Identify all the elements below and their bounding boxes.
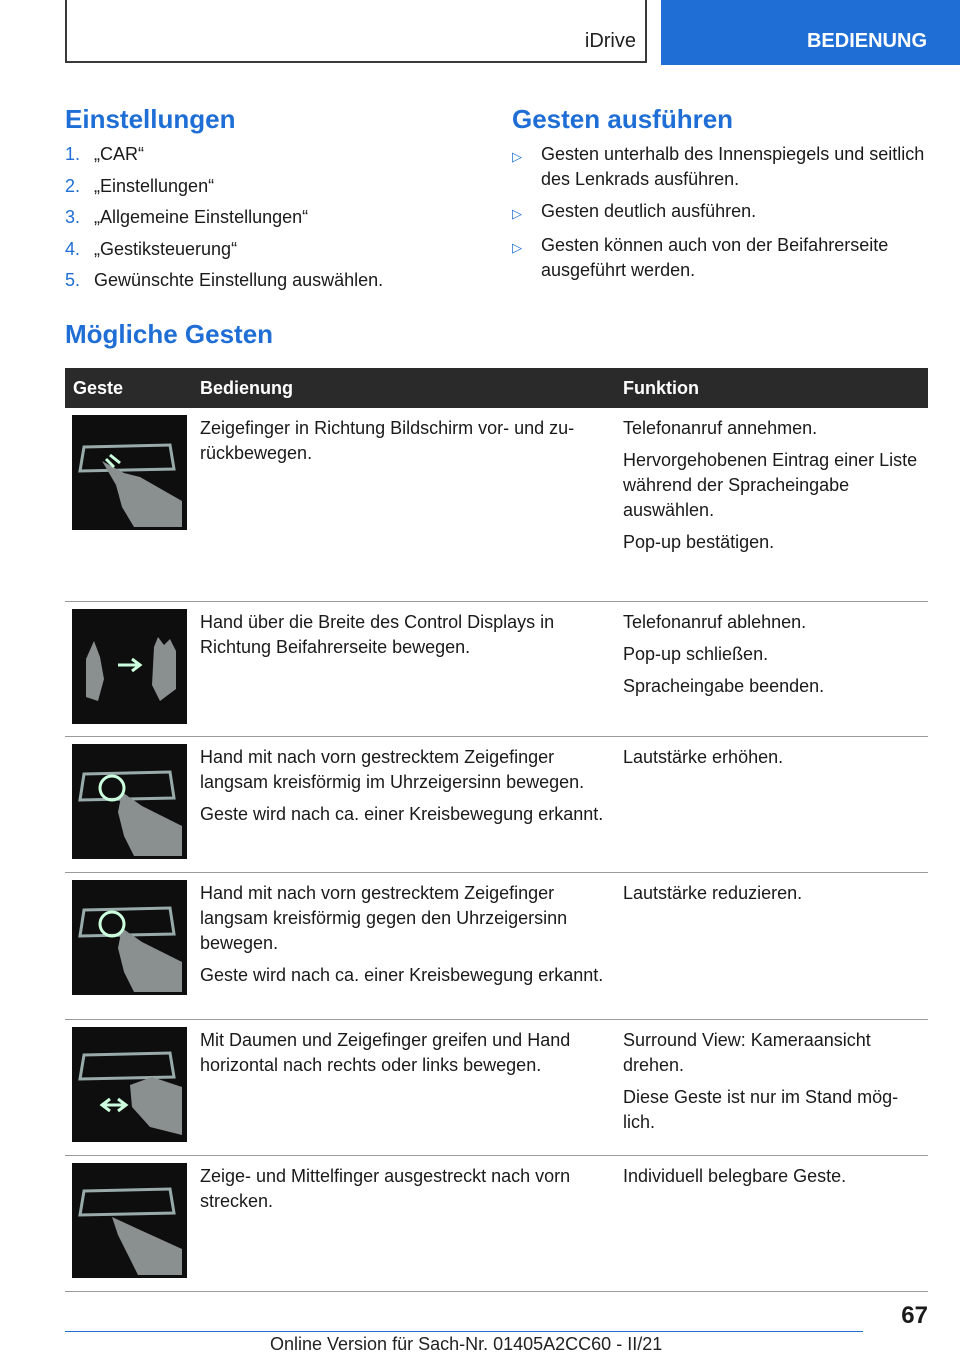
table-row	[65, 736, 928, 872]
funktion-text: Hervorgehobenen Eintrag einer Liste während der Spracheingabe auswählen.	[623, 450, 918, 520]
bedienung-text: Mit Daumen und Zeigefinger greifen und Hand horizontal nach rechts oder links bewegen.	[200, 1029, 571, 1075]
table-row	[65, 601, 928, 736]
column-header-geste: Geste	[65, 368, 192, 408]
table-row	[65, 408, 928, 601]
bullet-list	[512, 142, 932, 290]
list-item: ▷ Gesten unterhalb des Innenspiegels und seitlich des Lenkrads ausführen.	[512, 142, 932, 192]
grab-move-gesture-icon	[72, 1027, 187, 1142]
bedienung-text: Zeige- und Mittelfinger ausgestreckt nach vorn strecken.	[200, 1165, 571, 1211]
triangle-bullet-icon: ▷	[512, 206, 522, 221]
list-item: 3. „Allgemeine Einstellungen“	[65, 207, 309, 227]
triangle-bullet-icon: ▷	[512, 240, 522, 255]
funktion-text: Pop-up bestätigen.	[623, 532, 775, 552]
funktion-text: Diese Geste ist nur im Stand möglich.	[623, 1086, 899, 1132]
bedienung-text: Hand mit nach vorn gestrecktem Zeigefinger langsam kreisförmig gegen den Uhrzeigersinn bewegen.	[200, 882, 568, 953]
table-header-row	[65, 368, 928, 408]
circle-counterclockwise-gesture-icon	[72, 880, 187, 995]
footer-divider	[65, 1331, 863, 1332]
list-item: ▷ Gesten können auch von der Beifahrerseite ausgeführt werden.	[512, 233, 932, 283]
page-number: 67	[901, 1302, 928, 1329]
bedienung-text: Hand mit nach vorn gestrecktem Zeigefinger langsam kreisförmig im Uhrzeigersinn bewegen.	[200, 746, 585, 792]
bedienung-text: Zeigefinger in Richtung Bildschirm vor- und zurückbewegen.	[200, 418, 575, 463]
list-item: ▷ Gesten deutlich ausführen.	[512, 199, 932, 226]
gestures-table	[65, 368, 928, 1292]
funktion-text: Lautstärke erhöhen.	[623, 746, 784, 767]
section-title-gesten-ausfuehren: Gesten ausführen	[512, 104, 734, 134]
header-section: iDrive	[584, 30, 636, 52]
bedienung-text: Hand über die Breite des Control Displays in Richtung Beifahrerseite bewegen.	[200, 611, 555, 657]
funktion-text: Lautstärke reduzieren.	[623, 882, 803, 903]
list-item: 4. „Gestiksteuerung“	[65, 238, 238, 259]
funktion-text: Telefonanruf annehmen.	[623, 418, 818, 438]
two-finger-point-gesture-icon	[72, 1163, 187, 1278]
table-row	[65, 1019, 928, 1155]
funktion-text: Telefonanruf ablehnen.	[623, 611, 807, 632]
circle-clockwise-gesture-icon	[72, 744, 187, 859]
funktion-text: Individuell belegbare Geste.	[623, 1165, 847, 1186]
table-row	[65, 872, 928, 1019]
triangle-bullet-icon: ▷	[512, 149, 522, 164]
list-item: 2. „Einstellungen“	[65, 175, 215, 196]
funktion-text: Surround View: Kameraansicht drehen.	[623, 1029, 871, 1075]
column-header-bedienung: Bedienung	[192, 368, 615, 408]
funktion-text: Spracheingabe beenden.	[623, 675, 825, 696]
section-title-moegliche-gesten: Mögliche Gesten	[65, 319, 274, 349]
funktion-text: Pop-up schließen.	[623, 643, 769, 664]
finger-push-gesture-icon	[72, 415, 187, 530]
header-chapter: BEDIENUNG	[661, 0, 960, 65]
section-title-einstellungen: Einstellungen	[65, 104, 236, 134]
table-row	[65, 1155, 928, 1291]
footer-text: Online Version für Sach-Nr. 01405A2CC60 - II/21	[270, 1334, 663, 1354]
list-item: 5. Gewünschte Einstellung auswählen.	[65, 270, 384, 290]
steps-list	[65, 142, 485, 300]
bedienung-text: Geste wird nach ca. einer Kreisbewegung erkannt.	[200, 964, 604, 985]
bedienung-text: Geste wird nach ca. einer Kreisbewegung erkannt.	[200, 803, 604, 824]
column-header-funktion: Funktion	[615, 368, 928, 408]
list-item: 1. „CAR“	[65, 144, 144, 164]
hand-swipe-gesture-icon	[72, 609, 187, 724]
